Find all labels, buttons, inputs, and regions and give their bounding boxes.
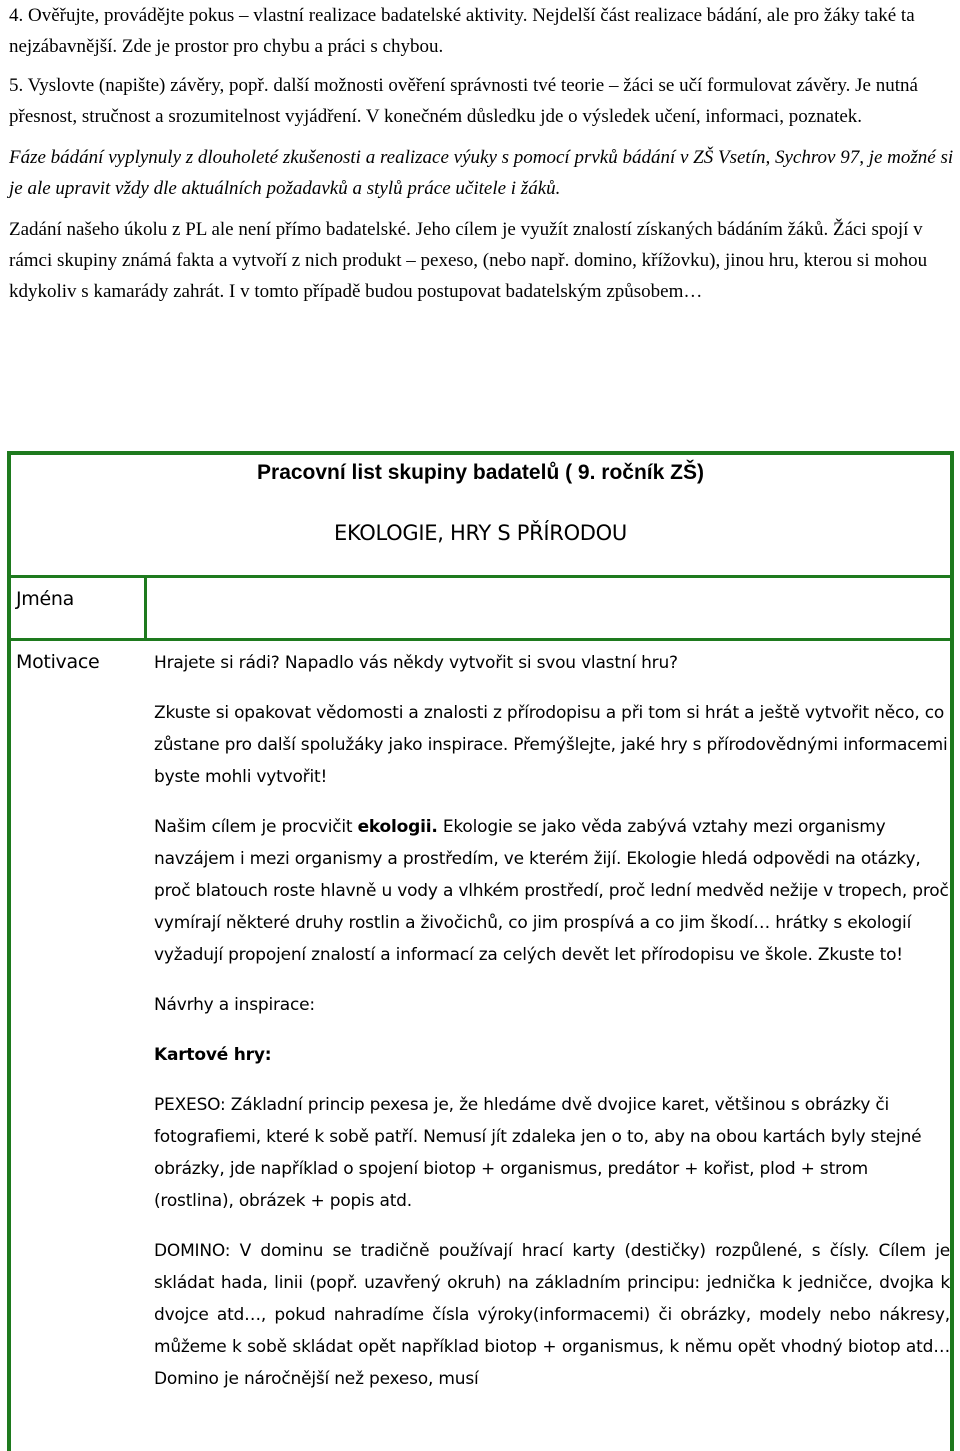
motivation-paragraph-1: Zkuste si opakovat vědomosti a znalosti z přírodopisu a při tom si hrát a ještě vytvořit něco, co zůstane pro další spolužáky jako inspirace. Přemýšlejte, jaké hry s přírodovědnými informacemi byste mohli vytvořit!: [154, 703, 948, 787]
motivation-label: Motivace: [16, 651, 100, 673]
row-divider-names: [11, 638, 950, 641]
card-games-heading: Kartové hry:: [154, 1045, 272, 1065]
phases-note-paragraph: Fáze bádání vyplynuly z dlouholeté zkušenosti a realizace výuky s pomocí prvků bádání v ZŠ Vsetín, Sychrov 97, je možné si je ale upravit vždy dle aktuálních požadavků a stylů práce učitele i žáků.: [9, 147, 954, 199]
motivation-paragraph-2: [154, 811, 950, 971]
pexeso-paragraph: PEXESO: Základní princip pexesa je, že hledáme dvě dvojice karet, většinou s obrázky či fotografiemi, které k sobě patří. Nemusí jít zdaleka jen o to, aby na obou kartách byly stejné obrázky, jde například o spojení biotop + organismus, predátor + kořist, plod + strom (rostlina), obrázek + popis atd.: [154, 1095, 922, 1211]
domino-paragraph: DOMINO: V dominu se tradičně používají hrací karty (destičky) rozpůlené, s čísly. Cílem je skládat hada, linii (popř. uzavřený okruh) na základním principu: jednička k jedničce, dvojka k dvojce atd…, pokud nahradíme čísla výroky(informacemi) či obrázky, modely nebo nákresy, můžeme k sobě skládat opět například biotop + organismus, k němu opět vhodný biotop atd… Domino je náročnější než pexeso, musí: [154, 1241, 950, 1389]
step-5-paragraph: 5. Vyslovte (napište) závěry, popř. další možnosti ověření správnosti tvé teorie – žáci se učí formulovat závěry. Je nutná přesnost, stručnost a srozumitelnost vyjádření. V konečném důsledku jde o výsledek učení, informaci, poznatek.: [9, 75, 918, 127]
worksheet-title: Pracovní list skupiny badatelů ( 9. ročník ZŠ): [257, 461, 704, 484]
suggestions-heading: Návrhy a inspirace:: [154, 995, 315, 1015]
task-paragraph: Zadání našeho úkolu z PL ale není přímo badatelské. Jeho cílem je využít znalostí získaných bádáním žáků. Žáci spojí v rámci skupiny známá fakta a vytvoří z nich produkt – pexeso, (nebo např. domino, křížovku), jinou hru, kterou si mohou kdykoliv s kamarády zahrát. I v tomto případě budou postupovat badatelským způsobem…: [9, 219, 928, 302]
step-4-paragraph: 4. Ověřujte, provádějte pokus – vlastní realizace badatelské aktivity. Nejdelší část realizace bádání, ale pro žáky také ta nejzábavnější. Zde je prostor pro chybu a práci s chybou.: [9, 5, 915, 57]
goal-text-rest: Ekologie se jako věda zabývá vztahy mezi organismy navzájem i mezi organismy a prostředím, ve kterém žijí. Ekologie hledá odpovědi na otázky, proč blatouch roste hlavně u vody a vlhkém prostředí, proč lední medvěd nežije v tropech, proč vymírají některé druhy rostlin a živočichů, co jim prospívá a co jim škodí… hrátky s ekologií vyžadují propojení znalostí a informací za celých devět let přírodopisu ve škole. Zkuste to!: [154, 817, 949, 965]
goal-text-start: Našim cílem je procvičit: [154, 817, 358, 837]
column-divider-names: [144, 575, 147, 638]
motivation-content: [154, 647, 950, 1395]
worksheet-subtitle: EKOLOGIE, HRY S PŘÍRODOU: [334, 521, 627, 545]
motivation-question: Hrajete si rádi? Napadlo vás někdy vytvořit si svou vlastní hru?: [154, 653, 678, 673]
row-divider-top: [11, 575, 950, 578]
names-label: Jména: [16, 588, 74, 610]
worksheet-table: [7, 451, 954, 1451]
goal-keyword: ekologii.: [357, 817, 438, 837]
intro-text: [9, 0, 959, 307]
